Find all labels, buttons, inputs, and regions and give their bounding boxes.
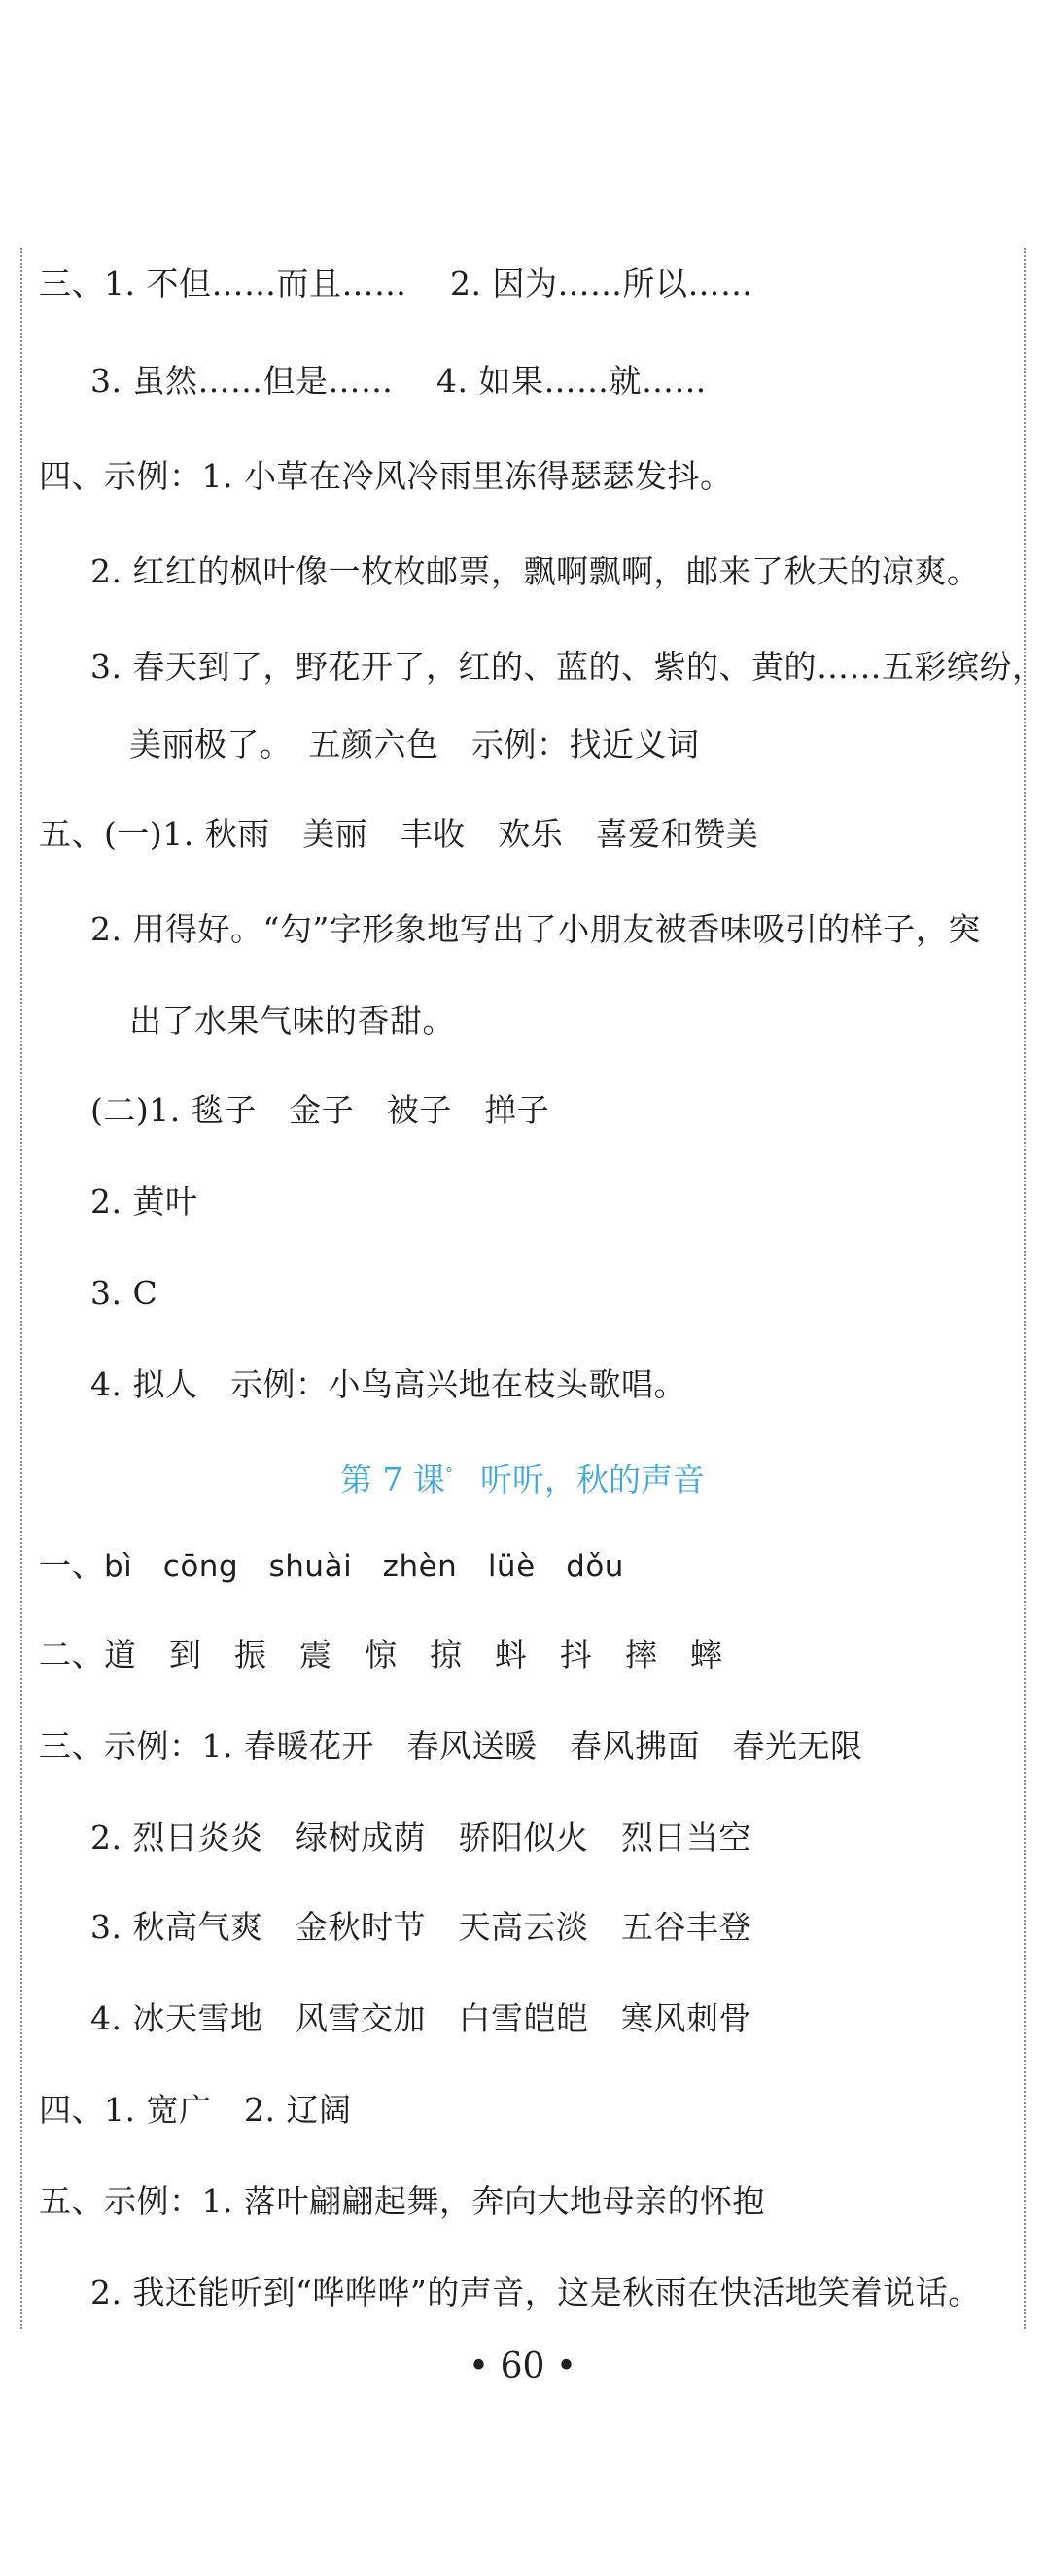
answer-line: 2. 黄叶 (90, 1182, 198, 1220)
answer-line: 三、1. 不但……而且…… 2. 因为……所以…… (39, 265, 753, 302)
pinyin-line (39, 1546, 624, 1586)
answer-line: 4. 拟人 示例：小鸟高兴地在枝头歌唱。 (90, 1365, 686, 1403)
answer-line: 2. 红红的枫叶像一枚枚邮票，飘啊飘啊，邮来了秋天的凉爽。 (90, 552, 980, 590)
answer-line: 四、1. 宽广 2. 辽阔 (39, 2091, 352, 2129)
pinyin-text: bì cōng shuài zhèn lüè dǒu (104, 1549, 624, 1584)
answer-line: 三、示例：1. 春暖花开 春风送暖 春风拂面 春光无限 (39, 1727, 863, 1765)
answer-line: 3. C (90, 1274, 158, 1312)
lesson-mark: ° (444, 1464, 453, 1483)
answer-line: 3. 秋高气爽 金秋时节 天高云淡 五谷丰登 (90, 1908, 751, 1946)
left-dotted-rule (20, 248, 22, 2329)
pinyin-prefix: 一、 (39, 1546, 104, 1584)
answer-line: 4. 冰天雪地 风雪交加 白雪皑皑 寒风刺骨 (90, 1999, 751, 2037)
answer-line: 2. 烈日炎炎 绿树成荫 骄阳似火 烈日当空 (90, 1818, 751, 1856)
lesson-number: 第 7 课 (340, 1461, 445, 1499)
answer-line: 2. 我还能听到“哗哗哗”的声音，这是秋雨在快活地笑着说话。 (90, 2274, 981, 2311)
answer-line: 五、示例：1. 落叶翩翩起舞，奔向大地母亲的怀抱 (39, 2182, 765, 2220)
answer-line: 美丽极了。 五颜六色 示例：找近义词 (129, 725, 700, 763)
answer-line: 二、道 到 振 震 惊 掠 蚪 抖 摔 蟀 (39, 1636, 723, 1674)
answer-line: 五、(一)1. 秋雨 美丽 丰收 欢乐 喜爱和赞美 (39, 815, 759, 853)
lesson-title (0, 1455, 1045, 1500)
answer-line: 3. 春天到了，野花开了，红的、蓝的、紫的、黄的……五彩缤纷， (90, 648, 1045, 686)
answer-line: 2. 用得好。“勾”字形象地写出了小朋友被香味吸引的样子，突 (90, 910, 981, 948)
answer-line: 出了水果气味的香甜。 (129, 1002, 455, 1040)
answer-line: (二)1. 毯子 金子 被子 掸子 (90, 1091, 550, 1129)
page-number: • 60 • (468, 2347, 577, 2386)
answer-line: 3. 虽然……但是…… 4. 如果……就…… (90, 362, 707, 400)
lesson-name: 听听，秋的声音 (479, 1461, 705, 1499)
right-dotted-rule (1024, 248, 1026, 2329)
answer-line: 四、示例：1. 小草在冷风冷雨里冻得瑟瑟发抖。 (39, 457, 733, 495)
